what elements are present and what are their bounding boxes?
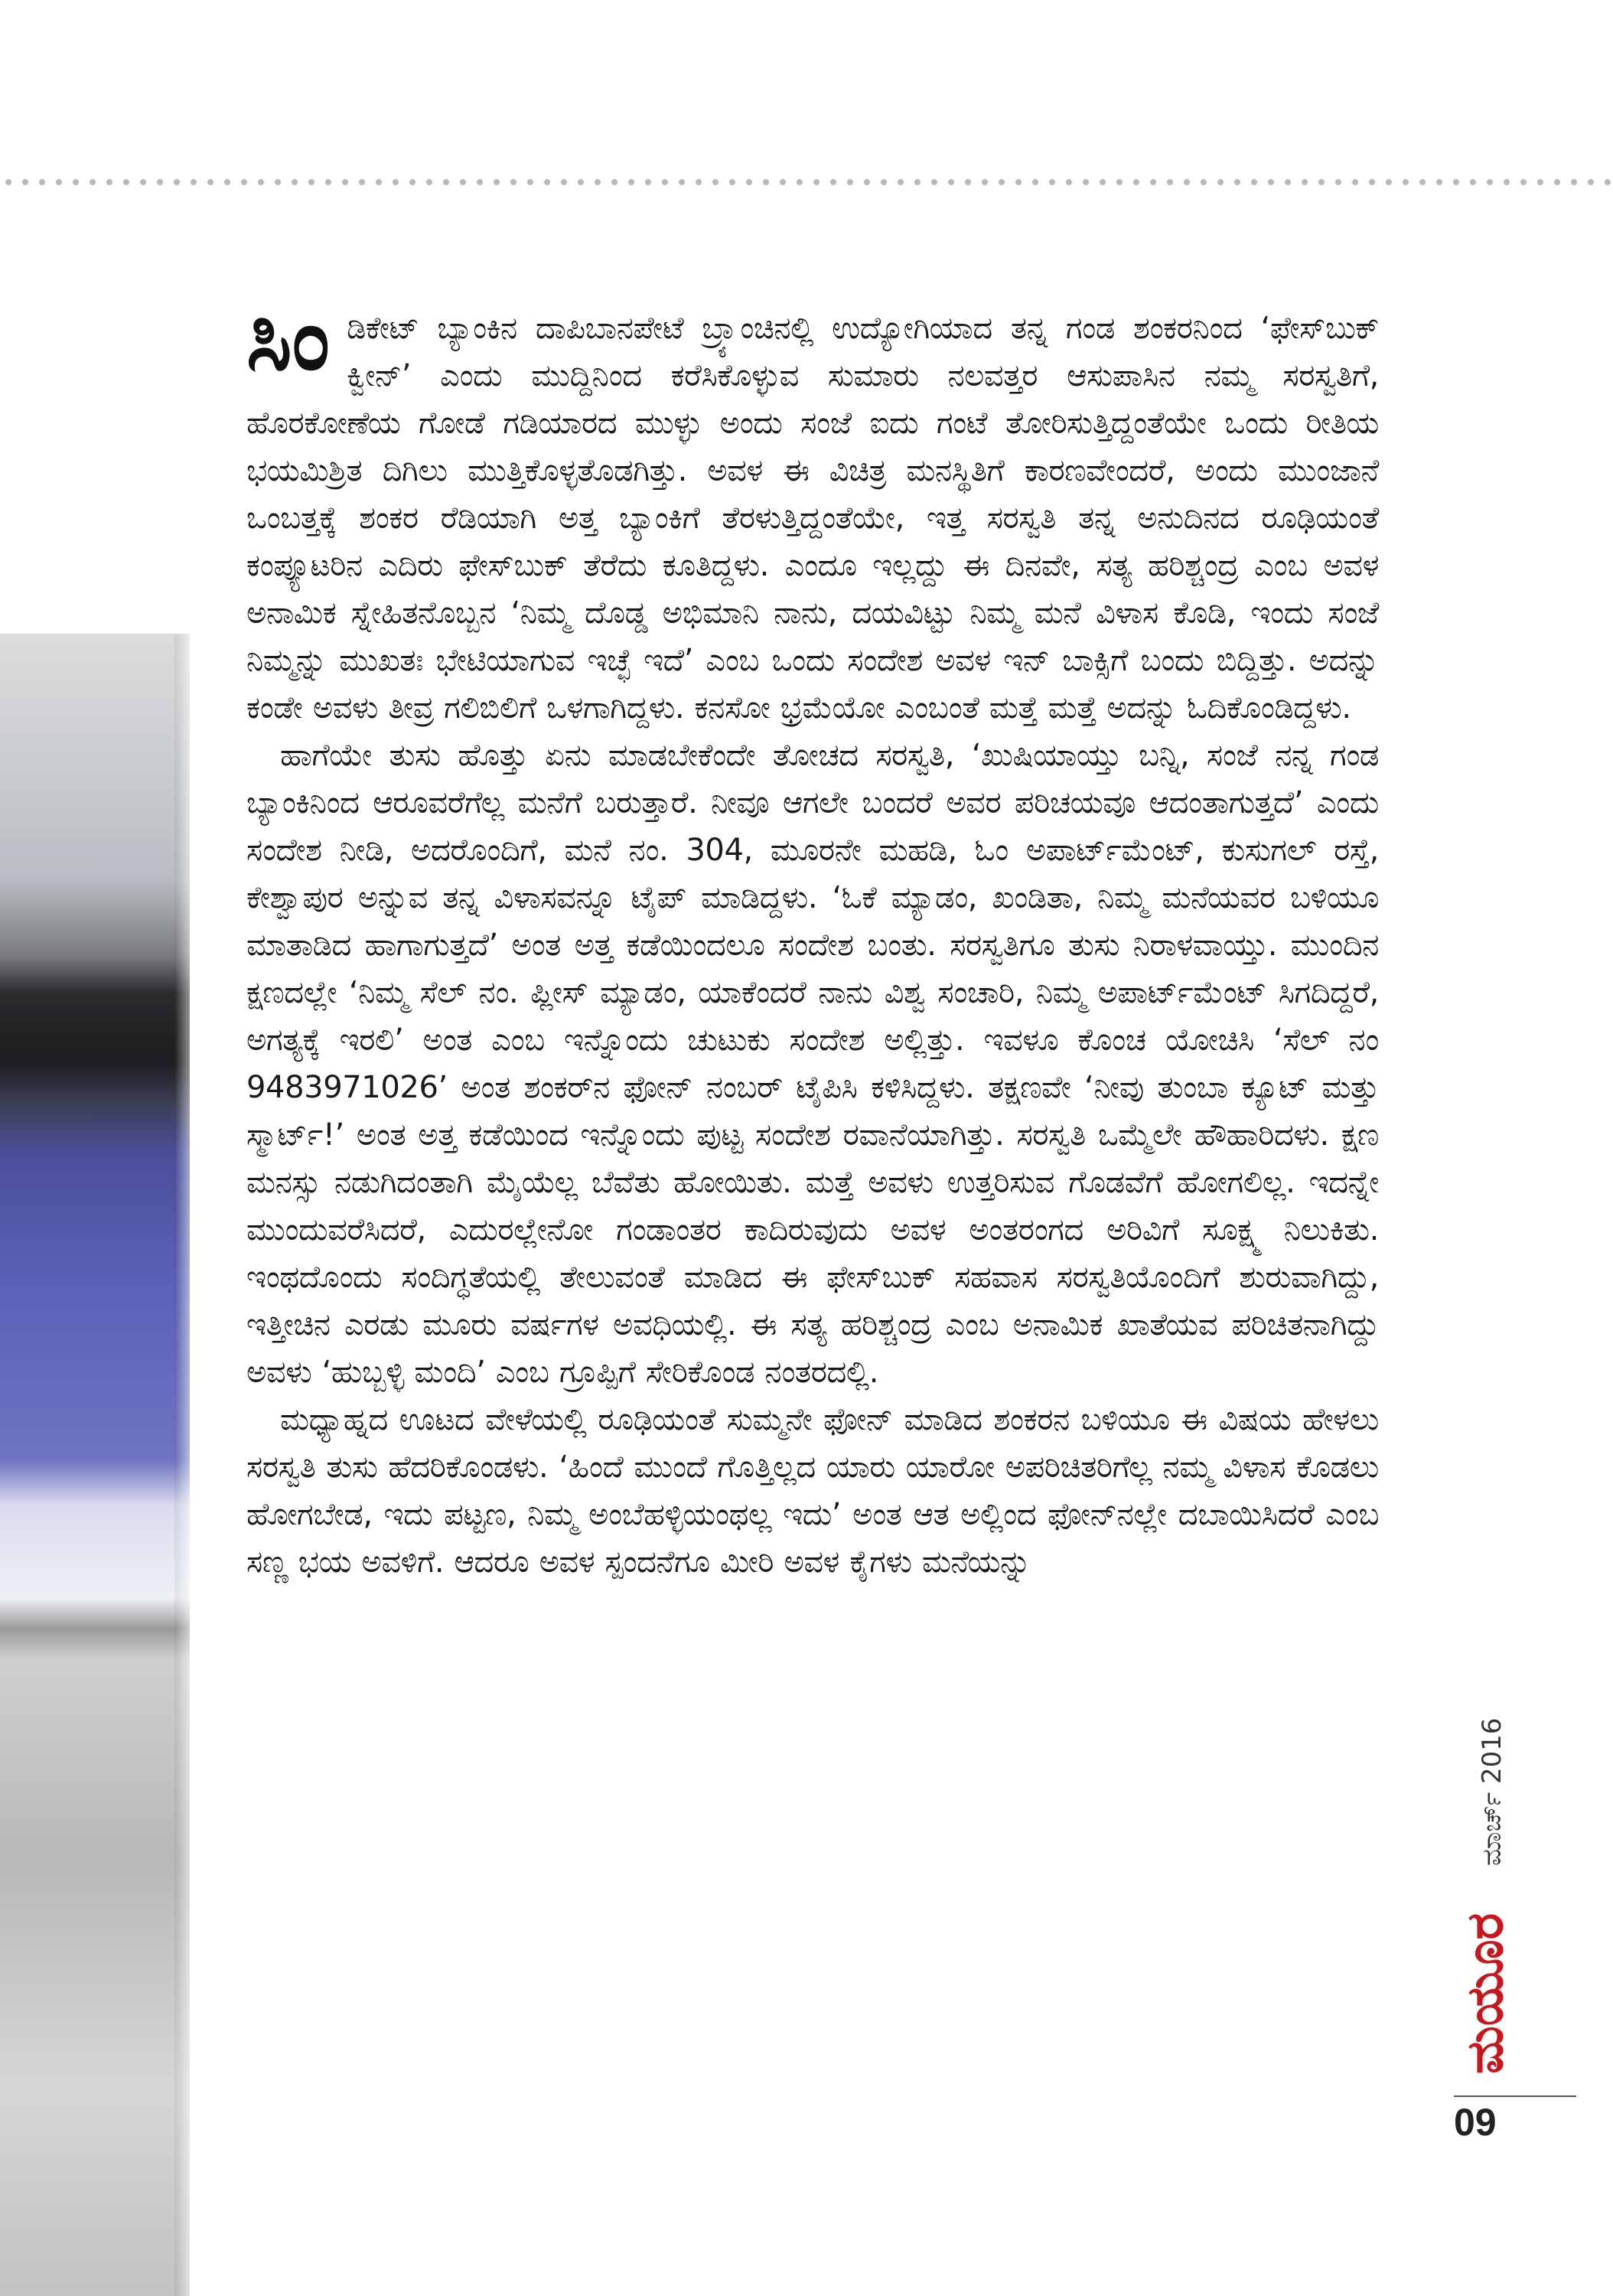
dotted-divider [0,178,1613,187]
story-paragraph-1: ಡಿಕೇಟ್ ಬ್ಯಾಂಕಿನ ದಾಪಿಬಾನಪೇಟೆ ಬ್ರ್ಯಾಂಚಿನಲ್ಲಿ ಉದ್ಯೋಗಿಯಾದ ತನ್ನ ಗಂಡ ಶಂಕರನಿಂದ ‘ಫೇಸ್‌ಬುಕ್ ಕ್ವೀನ್’ ಎಂದು ಮುದ್ದಿನಿಂದ ಕರೆಸಿಕೊಳ್ಳುವ ಸುಮಾರು ನಲವತ್ತರ ಆಸುಪಾಸಿನ ನಮ್ಮ ಸರಸ್ವತಿಗೆ, ಹೊರಕೋಣೆಯ ಗೋಡೆ ಗಡಿಯಾರದ ಮುಳ್ಳು ಅಂದು ಸಂಜೆ ಐದು ಗಂಟೆ ತೋರಿಸುತ್ತಿದ್ದಂತೆಯೇ ಒಂದು ರೀತಿಯ ಭಯಮಿಶ್ರಿತ ದಿಗಿಲು ಮುತ್ತಿಕೊಳ್ಳತೊಡಗಿತ್ತು. ಅವಳ ಈ ವಿಚಿತ್ರ ಮನಸ್ಥಿತಿಗೆ ಕಾರಣವೇಂದರೆ, ಅಂದು ಮುಂಜಾನೆ ಒಂಬತ್ತಕ್ಕೆ ಶಂಕರ ರೆಡಿಯಾಗಿ ಅತ್ತ ಬ್ಯಾಂಕಿಗೆ ತೆರಳುತ್ತಿದ್ದಂತೆಯೇ, ಇತ್ತ ಸರಸ್ವತಿ ತನ್ನ ಅನುದಿನದ ರೂಢಿಯಂತೆ ಕಂಪ್ಯೂಟರಿನ ಎದಿರು ಫೇಸ್‌ಬುಕ್ ತೆರೆದು ಕೂತಿದ್ದಳು. ಎಂದೂ ಇಲ್ಲದ್ದು ಈ ದಿನವೇ, ಸತ್ಯ ಹರಿಶ್ಚಂದ್ರ ಎಂಬ ಅವಳ ಅನಾಮಿಕ ಸ್ನೇಹಿತನೊಬ್ಬನ ‘ನಿಮ್ಮ ದೊಡ್ಡ ಅಭಿಮಾನಿ ನಾನು, ದಯವಿಟ್ಟು ನಿಮ್ಮ ಮನೆ ವಿಳಾಸ ಕೊಡಿ, ಇಂದು ಸಂಜೆ ನಿಮ್ಮನ್ನು ಮುಖತಃ ಭೇಟಿಯಾಗುವ ಇಚ್ಛೆ ಇದೆ’ ಎಂಬ ಒಂದು ಸಂದೇಶ ಅವಳ ಇನ್ ಬಾಕ್ಸಿಗೆ ಬಂದು ಬಿದ್ದಿತ್ತು. ಅದನ್ನು ಕಂಡೇ ಅವಳು ತೀವ್ರ ಗಲಿಬಿಲಿಗೆ ಒಳಗಾಗಿದ್ದಳು. ಕನಸೋ ಭ್ರಮೆಯೋ ಎಂಬಂತೆ ಮತ್ತೆ ಮತ್ತೆ ಅದನ್ನು ಓದಿಕೊಂಡಿದ್ದಳು. [246,311,1379,726]
illustration-photo-edge [174,634,190,2296]
drop-cap: ಸಿಂ [246,290,331,390]
story-paragraph-3: ಮಧ್ಯಾಹ್ನದ ಊಟದ ವೇಳೆಯಲ್ಲಿ ರೂಢಿಯಂತೆ ಸುಮ್ಮನೇ ಫೋನ್ ಮಾಡಿದ ಶಂಕರನ ಬಳಿಯೂ ಈ ವಿಷಯ ಹೇಳಲು ಸರಸ್ವತಿ ತುಸು ಹೆದರಿಕೊಂಡಳು. ‘ಹಿಂದೆ ಮುಂದೆ ಗೊತ್ತಿಲ್ಲದ ಯಾರು ಯಾರೋ ಅಪರಿಚಿತರಿಗೆಲ್ಲ ನಮ್ಮ ವಿಳಾಸ ಕೊಡಲು ಹೋಗಬೇಡ, ಇದು ಪಟ್ಟಣ, ನಿಮ್ಮ ಅಂಬೆಹಳ್ಳಿಯಂಥಲ್ಲ ಇದು’ ಅಂತ ಆತ ಅಲ್ಲಿಂದ ಫೋನ್‌ನಲ್ಲೇ ದಬಾಯಿಸಿದರೆ ಎಂಬ ಸಣ್ಣ ಭಯ ಅವಳಿಗೆ. ಆದರೂ ಅವಳ ಸ್ಪಂದನೆಗೂ ಮೀರಿ ಅವಳ ಕೈಗಳು ಮನೆಯನ್ನು [246,1402,1379,1580]
issue-month: ಮಾರ್ಚ್ 2016 [1477,1717,1507,1866]
page-number-rule [1454,2095,1576,2097]
story-body [246,290,1379,1586]
page-number: 09 [1454,2101,1497,2144]
illustration-photo-strip [0,634,190,2296]
story-paragraph-2: ಹಾಗೆಯೇ ತುಸು ಹೊತ್ತು ಏನು ಮಾಡಬೇಕೆಂದೇ ತೋಚದ ಸರಸ್ವತಿ, ‘ಖುಷಿಯಾಯ್ತು ಬನ್ನಿ, ಸಂಜೆ ನನ್ನ ಗಂಡ ಬ್ಯಾಂಕಿನಿಂದ ಆರೂವರೆಗೆಲ್ಲ ಮನೆಗೆ ಬರುತ್ತಾರೆ. ನೀವೂ ಆಗಲೇ ಬಂದರೆ ಅವರ ಪರಿಚಯವೂ ಆದಂತಾಗುತ್ತದೆ’ ಎಂದು ಸಂದೇಶ ನೀಡಿ, ಅದರೊಂದಿಗೆ, ಮನೆ ನಂ. 304, ಮೂರನೇ ಮಹಡಿ, ಓಂ ಅಪಾರ್ಟ್‌ಮೆಂಟ್, ಕುಸುಗಲ್ ರಸ್ತೆ, ಕೇಶ್ವಾಪುರ ಅನ್ನುವ ತನ್ನ ವಿಳಾಸವನ್ನೂ ಟೈಪ್ ಮಾಡಿದ್ದಳು. ‘ಓಕೆ ಮ್ಯಾಡಂ, ಖಂಡಿತಾ, ನಿಮ್ಮ ಮನೆಯವರ ಬಳಿಯೂ ಮಾತಾಡಿದ ಹಾಗಾಗುತ್ತದೆ’ ಅಂತ ಅತ್ತ ಕಡೆಯಿಂದಲೂ ಸಂದೇಶ ಬಂತು. ಸರಸ್ವತಿಗೂ ತುಸು ನಿರಾಳವಾಯ್ತು. ಮುಂದಿನ ಕ್ಷಣದಲ್ಲೇ ‘ನಿಮ್ಮ ಸೆಲ್ ನಂ. ಪ್ಲೀಸ್ ಮ್ಯಾಡಂ, ಯಾಕೆಂದರೆ ನಾನು ವಿಶ್ವ ಸಂಚಾರಿ, ನಿಮ್ಮ ಅಪಾರ್ಟ್‌ಮೆಂಟ್ ಸಿಗದಿದ್ದರೆ, ಅಗತ್ಯಕ್ಕೆ ಇರಲಿ’ ಅಂತ ಎಂಬ ಇನ್ನೊಂದು ಚುಟುಕು ಸಂದೇಶ ಅಲ್ಲಿತ್ತು. ಇವಳೂ ಕೊಂಚ ಯೋಚಿಸಿ ‘ಸೆಲ್ ನಂ 9483971026’ ಅಂತ ಶಂಕರ್‌ನ ಫೋನ್ ನಂಬರ್ ಟೈಪಿಸಿ ಕಳಿಸಿದ್ದಳು. ತಕ್ಷಣವೇ ‘ನೀವು ತುಂಬಾ ಕ್ಯೂಟ್ ಮತ್ತು ಸ್ಮಾರ್ಟ್!’ ಅಂತ ಅತ್ತ ಕಡೆಯಿಂದ ಇನ್ನೊಂದು ಪುಟ್ಟ ಸಂದೇಶ ರವಾನೆಯಾಗಿತ್ತು. ಸರಸ್ವತಿ ಒಮ್ಮೆಲೇ ಹೌಹಾರಿದಳು. ಕ್ಷಣ ಮನಸ್ಸು ನಡುಗಿದಂತಾಗಿ ಮೈಯೆಲ್ಲ ಬೆವೆತು ಹೋಯಿತು. ಮತ್ತೆ ಅವಳು ಉತ್ತರಿಸುವ ಗೊಡವೆಗೆ ಹೋಗಲಿಲ್ಲ. ಇದನ್ನೇ ಮುಂದುವರೆಸಿದರೆ, ಎದುರಲ್ಲೇನೋ ಗಂಡಾಂತರ ಕಾದಿರುವುದು ಅವಳ ಅಂತರಂಗದ ಅರಿವಿಗೆ ಸೂಕ್ಷ್ಮ ನಿಲುಕಿತು. ಇಂಥದೊಂದು ಸಂದಿಗ್ಧತೆಯಲ್ಲಿ ತೇಲುವಂತೆ ಮಾಡಿದ ಈ ಫೇಸ್‌ಬುಕ್ ಸಹವಾಸ ಸರಸ್ವತಿಯೊಂದಿಗೆ ಶುರುವಾಗಿದ್ದು, ಇತ್ತೀಚಿನ ಎರಡು ಮೂರು ವರ್ಷಗಳ ಅವಧಿಯಲ್ಲಿ. ಈ ಸತ್ಯ ಹರಿಶ್ಚಂದ್ರ ಎಂಬ ಅನಾಮಿಕ ಖಾತೆಯವ ಪರಿಚಿತನಾಗಿದ್ದು ಅವಳು ‘ಹುಬ್ಬಳ್ಳಿ ಮಂದಿ’ ಎಂಬ ಗ್ರೂಪ್ಪಿಗೆ ಸೇರಿಕೊಂಡ ನಂತರದಲ್ಲಿ. [246,738,1379,1390]
magazine-logo: ಮಯೂರ [1455,1913,1514,2074]
